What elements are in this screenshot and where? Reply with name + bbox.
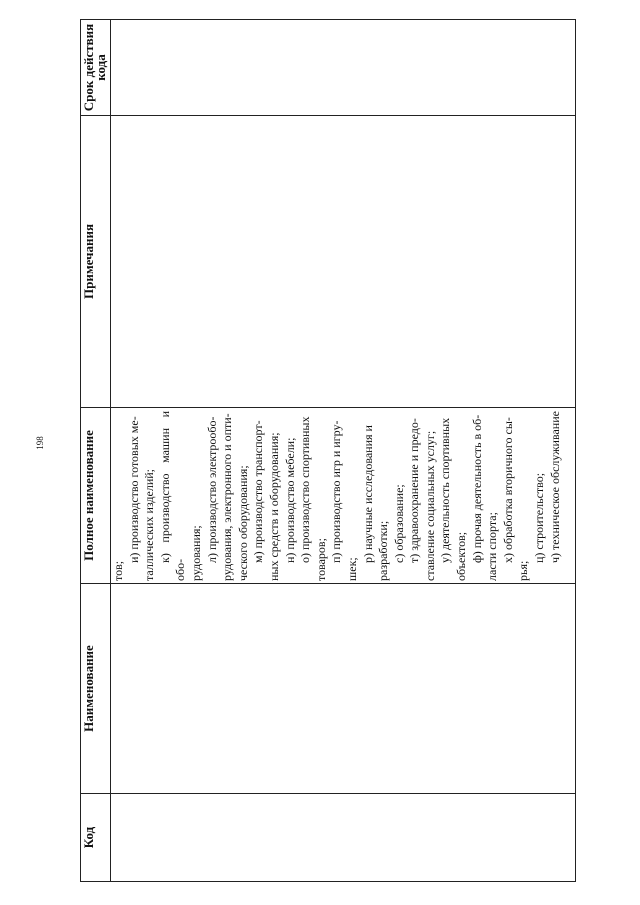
classification-table — [80, 19, 576, 882]
full-line: х) обработка вторичного сы- — [500, 417, 515, 563]
full-line: н) производство мебели; — [282, 437, 297, 563]
header-term: Срок действия кода — [81, 20, 111, 116]
full-line: объектов; — [454, 531, 469, 581]
full-line: шек; — [344, 557, 359, 581]
header-name: Наименование — [81, 584, 111, 794]
full-line: ц) строительство; — [532, 472, 547, 563]
header-full-name: Полное наименование — [81, 408, 111, 584]
full-line: и) производство готовых ме- — [126, 416, 141, 563]
full-line: о) производство спортивных — [298, 416, 313, 563]
full-line: п) производство игр и игру- — [329, 420, 344, 563]
full-line: м) производство транспорт- — [251, 420, 266, 563]
table-row — [111, 20, 576, 882]
full-line: товаров; — [313, 538, 328, 581]
full-line: тов; — [111, 560, 125, 581]
cell-notes — [111, 116, 576, 408]
full-line: таллических изделий; — [142, 468, 157, 581]
cell-name — [111, 584, 576, 794]
full-line: к) производство машин и обо- — [157, 411, 188, 581]
full-line: ных средств и оборудования; — [266, 432, 281, 581]
cell-code — [111, 794, 576, 882]
rotated-page — [80, 20, 576, 882]
table-header-row — [81, 20, 111, 882]
header-notes: Примечания — [81, 116, 111, 408]
full-line: рудования, электронного и опти- — [220, 413, 235, 581]
full-line: с) образование; — [391, 484, 406, 563]
cell-term — [111, 20, 576, 116]
cell-full-name — [111, 408, 576, 584]
page-number: 198 — [35, 436, 45, 450]
full-line: р) научные исследования и — [360, 425, 375, 563]
full-line: ф) прочая деятельность в об- — [469, 414, 484, 563]
full-line: разработки; — [376, 520, 391, 581]
full-line: рья; — [516, 560, 531, 581]
full-line: рудования; — [188, 525, 203, 581]
full-line: у) деятельность спортивных — [438, 417, 453, 563]
header-code: Код — [81, 794, 111, 882]
full-line: л) производство электрообо- — [204, 416, 219, 563]
full-line: т) здравоохранение и предо- — [407, 418, 422, 563]
full-name-text — [111, 408, 563, 583]
full-line: ческого оборудования; — [235, 465, 250, 581]
full-line: ласти спорта; — [485, 512, 500, 581]
full-line: ч) техническое обслуживание — [547, 411, 562, 563]
full-line: ставление социальных услуг; — [422, 430, 437, 581]
